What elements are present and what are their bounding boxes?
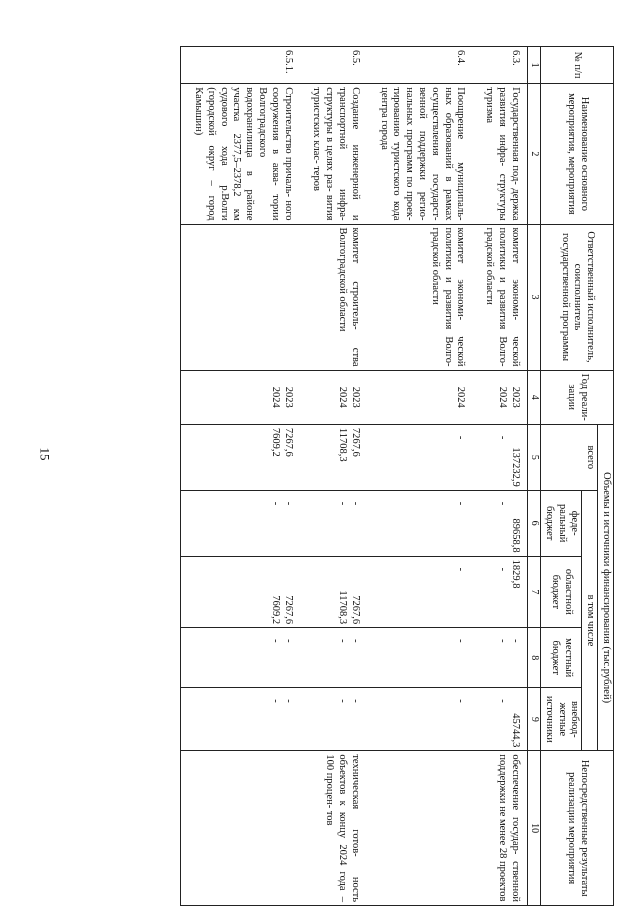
- row-extrabudget: -: [367, 688, 473, 751]
- row-num: 6.3.: [472, 47, 527, 84]
- row-local: - -: [300, 628, 367, 688]
- row-federal: -: [367, 490, 473, 556]
- row-name: Создание инженерной и транспортной инфра- структуры в целях раз- вития туристских клас- теров: [300, 84, 367, 224]
- row-regional: 7267,6 11708,3: [300, 556, 367, 628]
- header-including: в том числе: [582, 490, 598, 751]
- row-name: Поощрение муниципаль- ных образований в рамках осуществления государст- венной поддержки регио- нальных программ по проек- тированию туристского кода центра города: [367, 84, 473, 224]
- header-local: местный бюджет: [541, 628, 582, 688]
- header-num: № п/п: [541, 47, 614, 84]
- row-num: 6.4.: [367, 47, 473, 84]
- row-years: 2023 2024: [472, 370, 527, 424]
- col-number: 1: [527, 47, 540, 84]
- row-federal: 89658,8 -: [472, 490, 527, 556]
- col-number: 2: [527, 84, 540, 224]
- header-result: Непосредственные результаты реализации мероприятия: [541, 751, 614, 906]
- col-number: 9: [527, 688, 540, 751]
- row-federal: - -: [181, 490, 300, 556]
- col-number: 6: [527, 490, 540, 556]
- header-extrabudget: внебюд- жетные источники: [541, 688, 582, 751]
- header-year: Год реали- зации: [541, 370, 614, 424]
- col-number: 8: [527, 628, 540, 688]
- row-extrabudget: - -: [300, 688, 367, 751]
- page-number: 15: [37, 447, 53, 461]
- header-regional: областной бюджет: [541, 556, 582, 628]
- row-result: [367, 751, 473, 906]
- column-numbers-row: [527, 47, 540, 906]
- row-num: 6.5.1.: [181, 47, 300, 84]
- row-result: техническая готов- ность объектов к концу 2024 года – 100 процен- тов: [300, 751, 367, 906]
- row-executor: [181, 224, 300, 370]
- row-years: 2023 2024: [181, 370, 300, 424]
- row-result: обеспечение государ- ственной поддержки не менее 28 проектов: [472, 751, 527, 906]
- header-executor: Ответственный исполнитель, соисполнитель государственной программы: [541, 224, 614, 370]
- header-name: Наименование основного мероприятия, мероприятия: [541, 84, 614, 224]
- row-executor: комитет строитель- ства Волгоградской области: [300, 224, 367, 370]
- table-row: [181, 47, 300, 906]
- header-total: всего: [541, 424, 598, 490]
- row-local: - -: [472, 628, 527, 688]
- row-local: - -: [181, 628, 300, 688]
- col-number: 3: [527, 224, 540, 370]
- row-regional: -: [367, 556, 473, 628]
- row-total: 7267,6 11708,3: [300, 424, 367, 490]
- row-regional: 1829,8 -: [472, 556, 527, 628]
- row-local: -: [367, 628, 473, 688]
- table-row: [300, 47, 367, 906]
- row-regional: 7267,6 7609,2: [181, 556, 300, 628]
- table-row: [367, 47, 473, 906]
- row-total: -: [367, 424, 473, 490]
- col-number: 7: [527, 556, 540, 628]
- financing-table: [180, 46, 614, 906]
- col-number: 5: [527, 424, 540, 490]
- row-extrabudget: - -: [181, 688, 300, 751]
- rotated-page: [54, 46, 614, 906]
- row-name: Строительство причаль- ного сооружения в аква- тории Волгоградского водохранилища в районе участка 2377,5–2378,2 км судового хода р.Волги (городской округ – город Камышин): [181, 84, 300, 224]
- row-years: 2023 2024: [300, 370, 367, 424]
- row-total: 137232,9 -: [472, 424, 527, 490]
- row-years: 2024: [367, 370, 473, 424]
- row-name: Государственная под- держка развития инфра- структуры туризма: [472, 84, 527, 224]
- row-num: 6.5.: [300, 47, 367, 84]
- row-executor: комитет экономи- ческой политики и развития Волго- градской области: [367, 224, 473, 370]
- header-finance: Объемы и источники финансирования (тыс.рублей): [598, 424, 614, 750]
- row-total: 7267,6 7609,2: [181, 424, 300, 490]
- row-executor: комитет экономи- ческой политики и развития Волго- градской области: [472, 224, 527, 370]
- row-result: [181, 751, 300, 906]
- col-number: 4: [527, 370, 540, 424]
- header-federal: феде- ральный бюджет: [541, 490, 582, 556]
- row-federal: - -: [300, 490, 367, 556]
- col-number: 10: [527, 751, 540, 906]
- row-extrabudget: 45744,3 -: [472, 688, 527, 751]
- table-row: [472, 47, 527, 906]
